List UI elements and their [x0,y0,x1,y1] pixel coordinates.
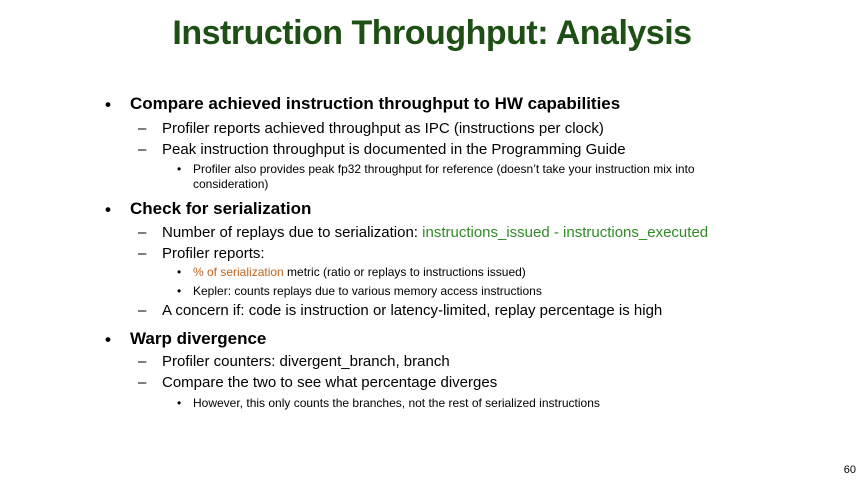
dash-marker: – [138,120,147,137]
dash-marker: – [138,224,147,241]
dash-marker: – [138,245,147,262]
sub-bullet-concern: A concern if: code is instruction or latency-limited, replay percentage is high [162,302,663,319]
dash-marker: – [138,302,147,319]
serialization-metric-desc: metric (ratio or replays to instructions issued) [283,265,526,279]
sub-bullet-peak-throughput: Peak instruction throughput is documented in the Programming Guide [162,141,626,158]
detail-branches-only: However, this only counts the branches, not the rest of serialized instructions [193,396,600,410]
page-number: 60 [843,464,856,476]
bullet-marker: • [105,95,111,114]
bullet-warp-divergence: Warp divergence [130,329,267,348]
detail-fp32-line1: Profiler also provides peak fp32 throughput for reference (doesn’t take your instruction mix into [193,162,695,176]
dash-marker: – [138,353,147,370]
replays-label: Number of replays due to serialization: [162,224,423,241]
dash-marker: – [138,374,147,391]
sub-bullet-ipc: Profiler reports achieved throughput as IPC (instructions per clock) [162,120,604,137]
slide-title: Instruction Throughput: Analysis [172,14,692,52]
detail-fp32-line2: consideration) [193,177,269,191]
dot-marker: • [177,162,182,176]
dot-marker: • [177,396,182,410]
bullet-compare-throughput: Compare achieved instruction throughput to HW capabilities [130,94,621,113]
replays-formula: instructions_issued - instructions_executed [422,224,709,241]
bullet-marker: • [105,200,111,219]
dash-marker: – [138,141,147,158]
bullet-marker: • [105,330,111,349]
sub-bullet-counters: Profiler counters: divergent_branch, branch [162,353,450,370]
serialization-metric-name: % of serialization [193,265,284,279]
sub-bullet-profiler-reports: Profiler reports: [162,245,265,262]
sub-bullet-replays [162,224,708,241]
dot-marker: • [177,265,182,279]
sub-bullet-compare: Compare the two to see what percentage diverges [162,374,498,391]
bullet-serialization: Check for serialization [130,199,312,218]
dot-marker: • [177,284,182,298]
detail-serialization-metric [193,265,526,279]
detail-kepler: Kepler: counts replays due to various memory access instructions [193,284,542,298]
